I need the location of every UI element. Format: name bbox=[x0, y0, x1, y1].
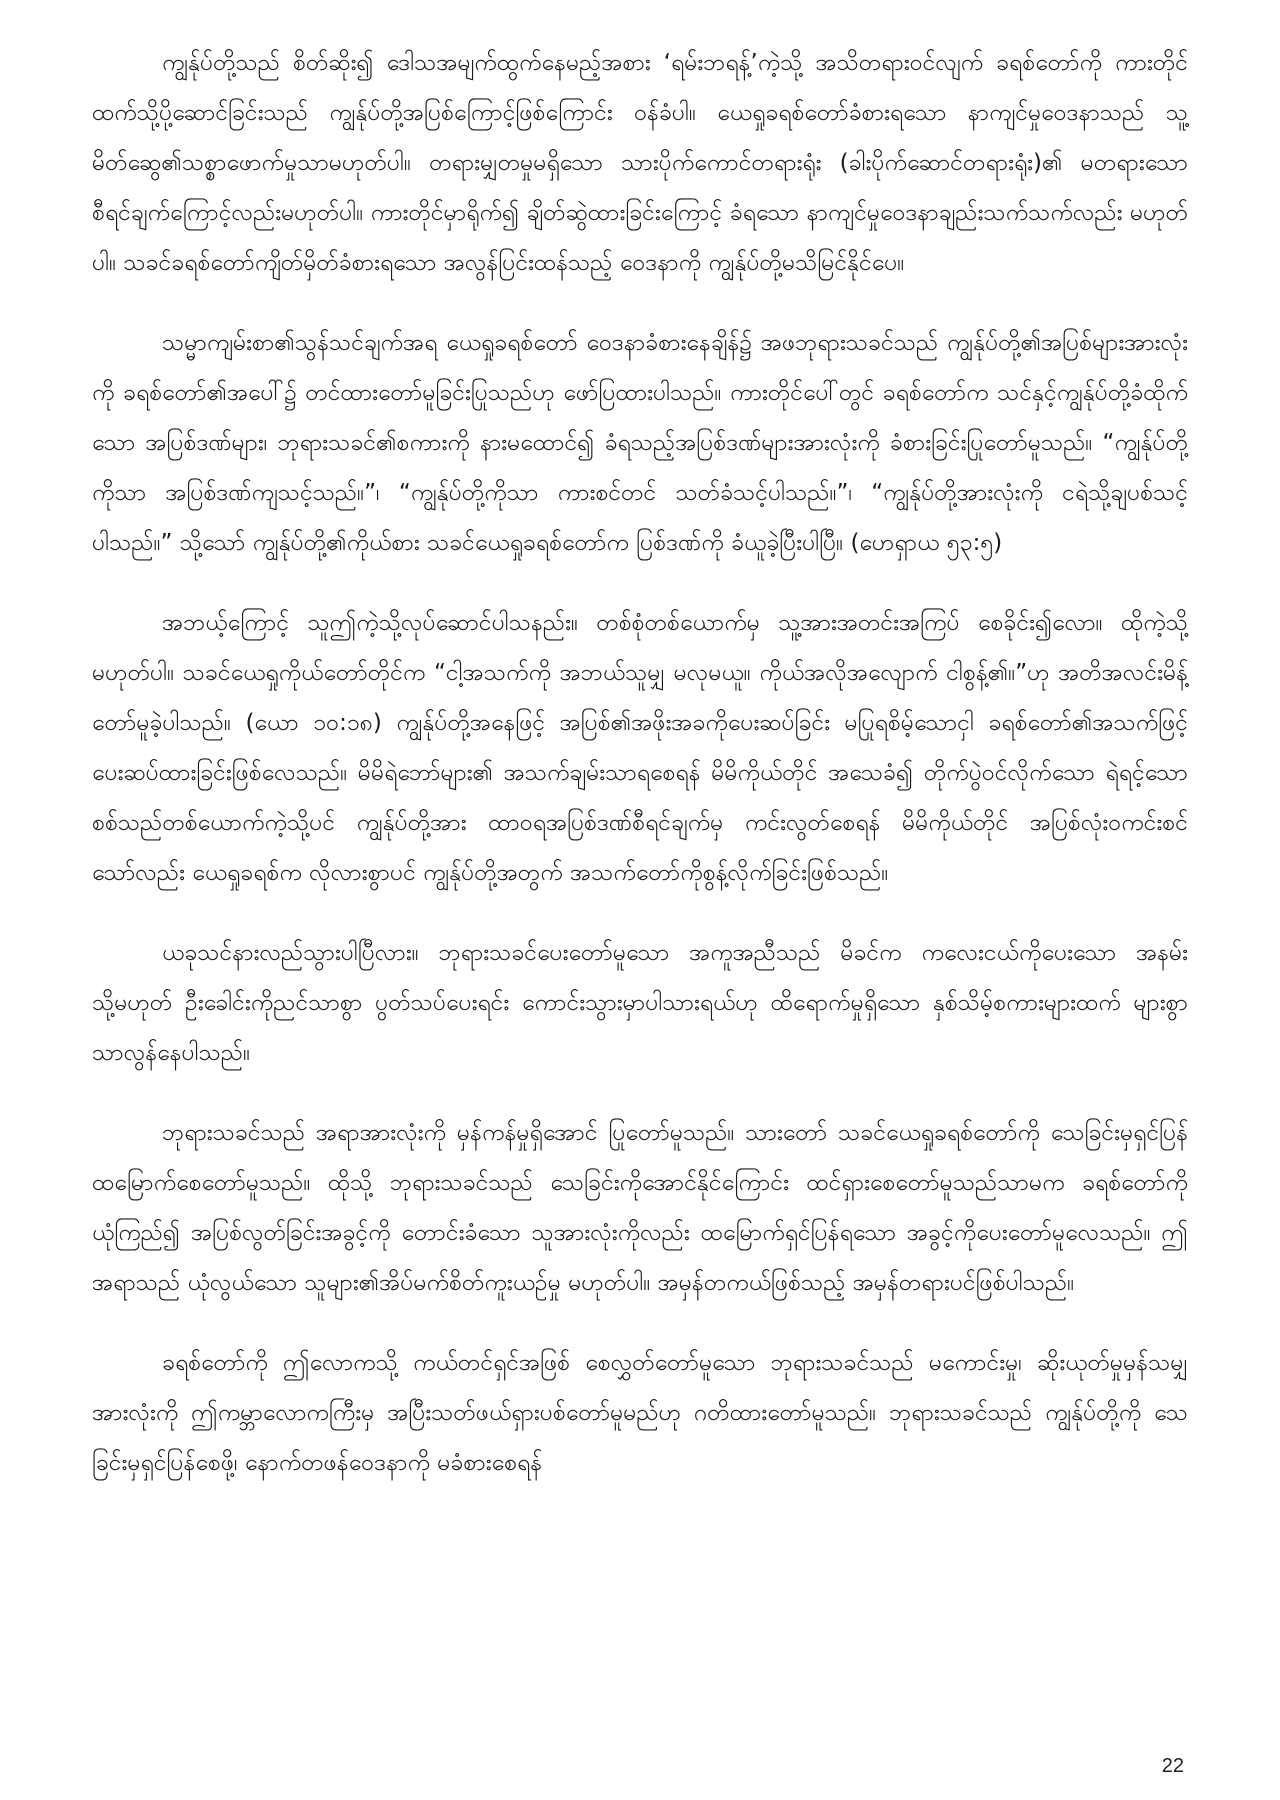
paragraph-2: သမ္မာကျမ်းစာ၏သွန်သင်ချက်အရ ယေရှုခရစ်တော် ဝေဒနာခံစားနေချိန်၌ အဖဘုရားသခင်သည် ကျွန်ုပ်တို့၏အပြစ်များအားလုံးကို ခရစ်တော်၏အပေါ်၌ တင်ထားတော်မူခြင်းပြုသည်ဟု ဖော်ပြထားပါသည်။ ကားတိုင်ပေါ်တွင် ခရစ်တော်က သင်နှင့်ကျွန်ုပ်တို့ခံထိုက်သော အပြစ်ဒဏ်များ၊ ဘုရားသခင်၏စကားကို နားမထောင်၍ ခံရသည့်အပြစ်ဒဏ်များအားလုံးကို ခံစားခြင်းပြုတော်မူသည်။ “ကျွန်ုပ်တို့ကိုသာ အပြစ်ဒဏ်ကျသင့်သည်။”၊ “ကျွန်ုပ်တို့ကိုသာ ကားစင်တင် သတ်ခံသင့်ပါသည်။”၊ “ကျွန်ုပ်တို့အားလုံးကို ငရဲသို့ချပစ်သင့်ပါသည်။” သို့သော် ကျွန်ုပ်တို့၏ကိုယ်စား သခင်ယေရှုခရစ်တော်က ပြစ်ဒဏ်ကို ခံယူခဲ့ပြီးပါပြီ။ (ဟေရှာယ ၅၃:၅) bbox=[92, 330, 1188, 556]
page-number: 22 bbox=[1161, 1755, 1184, 1777]
document-body bbox=[92, 38, 1188, 1488]
paragraph-5: ဘုရားသခင်သည် အရာအားလုံးကို မှန်ကန်မှုရှိအောင် ပြုတော်မူသည်။ သားတော် သခင်ယေရှုခရစ်တော်ကို သေခြင်းမှရှင်ပြန်ထမြောက်စေတော်မူသည်။ ထိုသို့ ဘုရားသခင်သည် သေခြင်းကိုအောင်နိုင်ကြောင်း ထင်ရှားစေတော်မူသည်သာမက ခရစ်တော်ကိုယုံကြည်၍ အပြစ်လွတ်ခြင်းအခွင့်ကို တောင်းခံသော သူအားလုံးကိုလည်း ထမြောက်ရှင်ပြန်ရသော အခွင့်ကိုပေးတော်မူလေသည်။ ဤအရာသည် ယုံလွယ်သော သူများ၏အိပ်မက်စိတ်ကူးယဉ်မှု မဟုတ်ပါ။ အမှန်တကယ်ဖြစ်သည့် အမှန်တရားပင်ဖြစ်ပါသည်။ bbox=[92, 1120, 1188, 1296]
paragraph-4: ယခုသင်နားလည်သွားပါပြီလား။ ဘုရားသခင်ပေးတော်မူသော အကူအညီသည် မိခင်က ကလေးငယ်ကိုပေးသော အနမ်း သို့မဟုတ် ဦးခေါင်းကိုညင်သာစွာ ပွတ်သပ်ပေးရင်း ကောင်းသွားမှာပါသားရယ်ဟု ထိရောက်မှုရှိသော နှစ်သိမ့်စကားများထက် များစွာသာလွန်နေပါသည်။ bbox=[92, 940, 1188, 1066]
paragraph-6: ခရစ်တော်ကို ဤလောကသို့ ကယ်တင်ရှင်အဖြစ် စေလွှတ်တော်မူသော ဘုရားသခင်သည် မကောင်းမှု၊ ဆိုးယုတ်မှုမှန်သမျှအားလုံးကို ဤကမ္ဘာလောကကြီးမှ အပြီးသတ်ဖယ်ရှားပစ်တော်မူမည်ဟု ဂတိထားတော်မူသည်။ ဘုရားသခင်သည် ကျွန်ုပ်တို့ကို သေခြင်းမှရှင်ပြန်စေဖို့၊ နောက်တဖန်ဝေဒနာကို မခံစားစေရန် bbox=[92, 1350, 1188, 1476]
paragraph-1: ကျွန်ုပ်တို့သည် စိတ်ဆိုး၍ ဒေါသအမျက်ထွက်နေမည့်အစား ‘ရမ်းဘရန့်’ကဲ့သို့ အသိတရားဝင်လျက် ခရစ်တော်ကို ကားတိုင်ထက်သို့ပို့ဆောင်ခြင်းသည် ကျွန်ုပ်တို့အပြစ်ကြောင့်ဖြစ်ကြောင်း ဝန်ခံပါ။ ယေရှုခရစ်တော်ခံစားရသော နာကျင်မှုဝေဒနာသည် သူ့မိတ်ဆွေ၏သစ္စာဖောက်မှုသာမဟုတ်ပါ။ တရားမျှတမှုမရှိသော သားပိုက်ကောင်တရားရုံး (ခါးပိုက်ဆောင်တရားရုံး)၏ မတရားသောစီရင်ချက်ကြောင့်လည်းမဟုတ်ပါ။ ကားတိုင်မှာရိုက်၍ ချိတ်ဆွဲထားခြင်းကြောင့် ခံရသော နာကျင်မှုဝေဒနာချည်းသက်သက်လည်း မဟုတ်ပါ။ သခင်ခရစ်တော်ကျိတ်မှိတ်ခံစားရသော အလွန်ပြင်းထန်သည့် ဝေဒနာကို ကျွန်ုပ်တို့မသိမြင်နိုင်ပေ။ bbox=[92, 50, 1188, 276]
paragraph-3: အဘယ့်ကြောင့် သူဤကဲ့သို့လုပ်ဆောင်ပါသနည်း။ တစ်စုံတစ်ယောက်မှ သူ့အားအတင်းအကြပ် စေခိုင်း၍လော။ ထိုကဲ့သို့မဟုတ်ပါ။ သခင်ယေရှုကိုယ်တော်တိုင်က “ငါ့အသက်ကို အဘယ်သူမျှ မလုမယူ။ ကိုယ်အလိုအလျောက် ငါစွန့်၏။”ဟု အတိအလင်းမိန့်တော်မူခဲ့ပါသည်။ (ယော ၁၀:၁၈) ကျွန်ုပ်တို့အနေဖြင့် အပြစ်၏အဖိုးအခကိုပေးဆပ်ခြင်း မပြုရစိမ့်သောငှါ ခရစ်တော်၏အသက်ဖြင့် ပေးဆပ်ထားခြင်းဖြစ်လေသည်။ မိမိရဲဘော်များ၏ အသက်ချမ်းသာရစေရန် မိမိကိုယ်တိုင် အသေခံ၍ တိုက်ပွဲဝင်လိုက်သော ရဲရင့်သော စစ်သည်တစ်ယောက်ကဲ့သို့ပင် ကျွန်ုပ်တို့အား ထာဝရအပြစ်ဒဏ်စီရင်ချက်မှ ကင်းလွတ်စေရန် မိမိကိုယ်တိုင် အပြစ်လုံးဝကင်းစင်သော်လည်း ယေရှုခရစ်က လိုလားစွာပင် ကျွန်ုပ်တို့အတွက် အသက်တော်ကိုစွန့်လိုက်ခြင်းဖြစ်သည်။ bbox=[92, 610, 1188, 886]
